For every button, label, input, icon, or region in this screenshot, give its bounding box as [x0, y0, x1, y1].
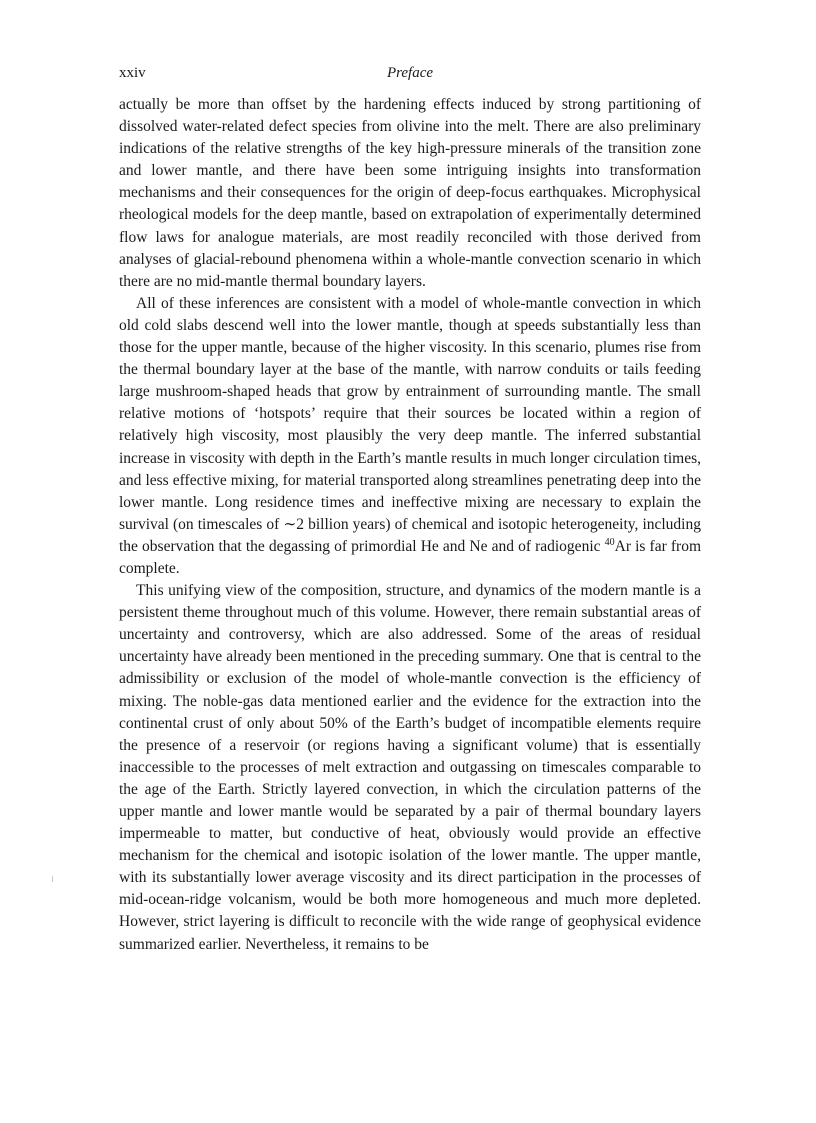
paragraph-whole-mantle-convection: [119, 293, 701, 580]
body-text: [119, 94, 701, 956]
paragraph-text-end: Ar is far from complete.: [119, 537, 701, 577]
running-title: Preface: [386, 65, 434, 81]
paragraph-unifying-view: This unifying view of the composition, structure, and dynamics of the modern mantle is a persistent theme throughout much of this volume. However, there remain substantial areas of uncertainty and controversy, which are also addressed. Some of the areas of residual uncertainty have already been mentioned in the preceding summary. One that is central to the admissibility or exclusion of the model of whole-mantle convection is the efficiency of mixing. The noble-gas data mentioned earlier and the evidence for the extraction into the continental crust of only about 50% of the Earth’s budget of incompatible elements require the presence of a reservoir (or regions having a significant volume) that is essentially inaccessible to the processes of melt extraction and outgassing on timescales comparable to the age of the Earth. Strictly layered convection, in which the circulation patterns of the upper mantle and lower mantle would be separated by a pair of thermal boundary layers impermeable to matter, but conductive of heat, obviously would provide an effective mechanism for the chemical and isotopic isolation of the lower mantle. The upper mantle, with its substantially lower average viscosity and its direct participation in the processes of mid-ocean-ridge volcanism, would be both more homogeneous and much more depleted. However, strict layering is difficult to reconcile with the wide range of geophysical evidence summarized earlier. Nevertheless, it remains to be: [119, 582, 701, 953]
paragraph-continued: actually be more than offset by the hardening effects induced by strong partitioning of dissolved water-related defect species from olivine into the melt. There are also preliminary indications of the relative strengths of the key high-pressure minerals of the transition zone and lower mantle, and there have been some intriguing insights into transformation mechanisms and their consequences for the origin of deep-focus earthquakes. Microphysical rheological models for the deep mantle, based on extrapolation of experimentally determined flow laws for analogue materials, are most readily reconciled with those derived from analyses of glacial-rebound phenomena within a whole-mantle convection scenario in which there are no mid-mantle thermal boundary layers.: [119, 96, 701, 290]
isotope-superscript: 40: [604, 536, 615, 548]
page-number: xxiv: [119, 65, 146, 81]
margin-mark: [52, 876, 53, 882]
page-header: [119, 62, 701, 84]
paragraph-text: All of these inferences are consistent with a model of whole-mantle convection in which old cold slabs descend well into the lower mantle, though at speeds substantially less than those for the upper mantle, because of the higher viscosity. In this scenario, plumes rise from the thermal boundary layer at the base of the mantle, with narrow conduits or tails feeding large mushroom-shaped heads that grow by entrainment of surrounding mantle. The small relative motions of ‘hotspots’ require that their sources be located within a region of relatively high viscosity, most plausibly the very deep mantle. The inferred substantial increase in viscosity with depth in the Earth’s mantle results in much longer circulation times, and less effective mixing, for material transported along streamlines penetrating deep into the lower mantle. Long residence times and ineffective mixing are necessary to explain the survival (on timescales of ∼2 billion years) of chemical and isotopic heterogeneity, including the observation that the degassing of primordial He and Ne and of radiogenic: [119, 294, 701, 555]
